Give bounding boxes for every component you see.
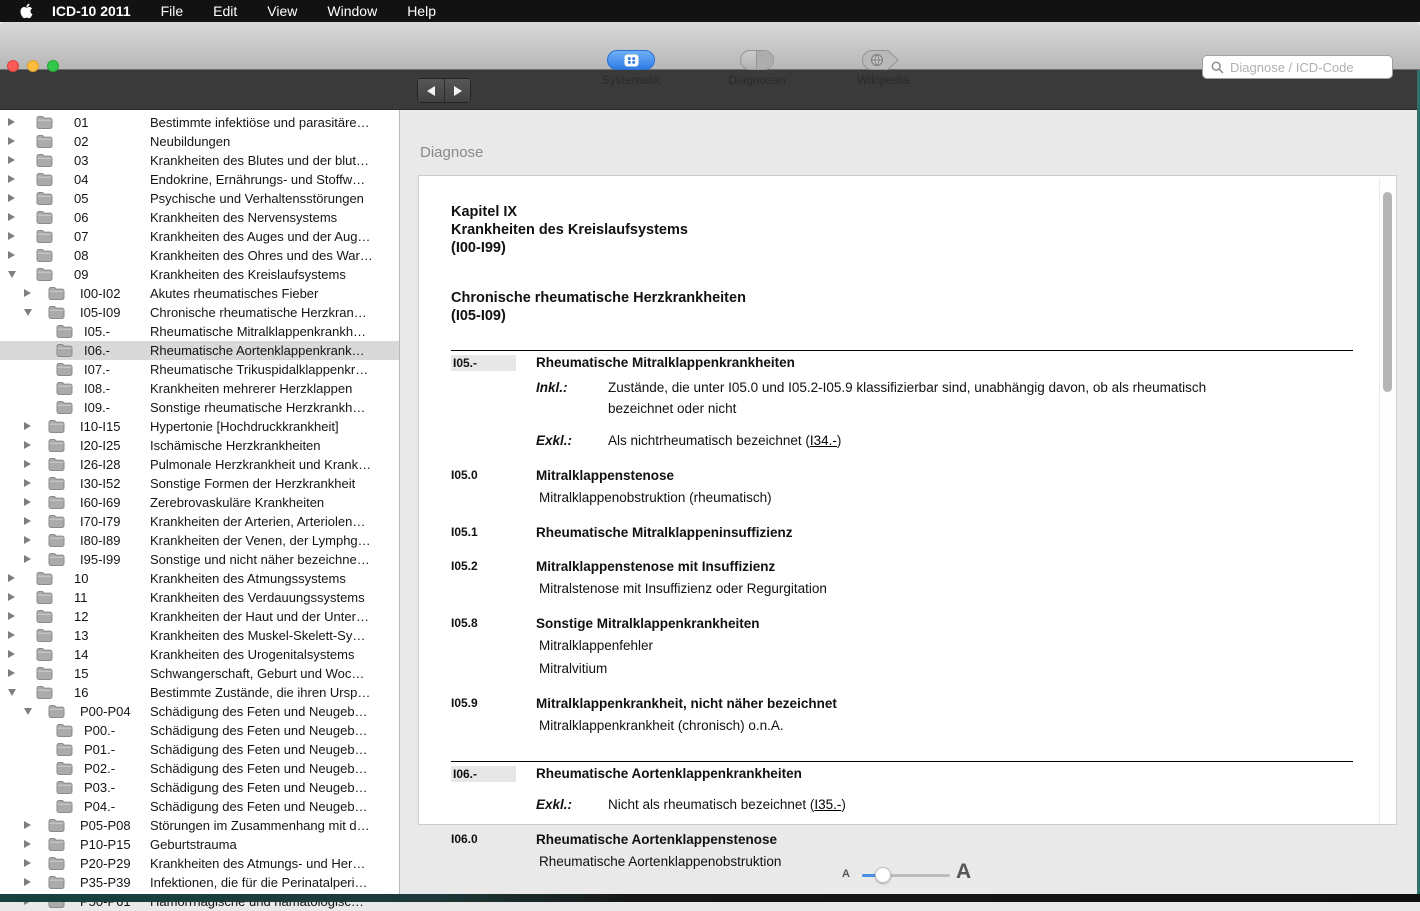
folder-icon <box>48 306 65 322</box>
tree-row-07[interactable] <box>0 227 399 246</box>
entry-code: I05.2 <box>451 559 478 573</box>
chevron-right-icon[interactable] <box>24 479 31 487</box>
tree-row-p10-p15[interactable] <box>0 835 399 854</box>
menu-bar <box>0 0 1420 22</box>
section-title: Rheumatische Aortenklappenkrankheiten <box>536 766 802 781</box>
folder-icon <box>48 534 65 550</box>
diagnosis-document-panel <box>418 175 1397 869</box>
tree-label: Störungen im Zusammenhang mit d… <box>150 818 370 833</box>
tree-row-p20-p29[interactable] <box>0 854 399 873</box>
entry-synonym: Mitralvitium <box>539 661 608 676</box>
search-icon <box>1211 61 1224 74</box>
tree-label: Sonstige rheumatische Herzkrankh… <box>150 400 366 415</box>
chevron-right-icon[interactable] <box>8 669 15 677</box>
folder-icon <box>36 173 53 189</box>
entry-title: Rheumatische Aortenklappenstenose <box>536 832 778 847</box>
entry-code: I05.8 <box>451 616 478 630</box>
chevron-right-icon[interactable] <box>24 517 31 525</box>
tree-row-i20-i25[interactable] <box>0 436 399 455</box>
toolbar-segment-diagnosen[interactable] <box>711 50 803 87</box>
code-entry-i05-1 <box>451 524 1355 542</box>
entry-code: I05.1 <box>451 525 478 539</box>
globe-tag-icon <box>862 50 904 70</box>
folder-icon <box>48 553 65 569</box>
tree-row-p00-p04[interactable] <box>0 702 399 721</box>
tree-label: Neubildungen <box>150 134 231 149</box>
chevron-right-icon[interactable] <box>8 175 15 183</box>
tree-code: I05-I09 <box>80 305 121 320</box>
note-exkl: Exkl.: Nicht als rheumatisch bezeichnet (I35.-) <box>451 794 1355 815</box>
tree-code: I80-I89 <box>80 533 121 548</box>
tree-label: Schwangerschaft, Geburt und Woc… <box>150 666 365 681</box>
folder-icon <box>56 781 73 797</box>
tree-row-02[interactable] <box>0 132 399 151</box>
folder-icon <box>56 762 73 778</box>
chevron-right-icon[interactable] <box>24 536 31 544</box>
entry-title: Rheumatische Mitralklappeninsuffizienz <box>536 525 793 540</box>
entry-synonym: Rheumatische Aortenklappenobstruktion <box>539 854 782 869</box>
tree-code: 11 <box>74 590 88 605</box>
folder-icon <box>36 249 53 265</box>
tree-row-08[interactable] <box>0 246 399 265</box>
tree-label: Schädigung des Feten und Neugeb… <box>150 799 368 814</box>
tree-label: Zerebrovaskuläre Krankheiten <box>150 495 325 510</box>
tree-row-i05-i09[interactable] <box>0 303 399 322</box>
chevron-right-icon[interactable] <box>8 593 15 601</box>
slider-track[interactable] <box>862 874 950 877</box>
chevron-right-icon[interactable] <box>8 156 15 164</box>
entry-title: Mitralklappenkrankheit, nicht näher bezeichnet <box>536 696 837 711</box>
slider-knob[interactable] <box>875 867 891 883</box>
tree-code: P00-P04 <box>80 704 131 719</box>
tree-code: I05.- <box>84 324 111 339</box>
tree-code: I20-I25 <box>80 438 121 453</box>
tree-label: Krankheiten des Kreislaufsystems <box>150 267 346 282</box>
tree-code: I10-I15 <box>80 419 121 434</box>
menu-items <box>131 3 436 19</box>
folder-icon <box>48 876 65 892</box>
note-label: Exkl.: <box>536 797 573 812</box>
folder-icon <box>36 154 53 170</box>
note-label: Inkl.: <box>536 380 568 395</box>
code-entry-i05-0 <box>451 467 1355 485</box>
document-scrollbar[interactable] <box>1379 178 1394 824</box>
tree-code: I08.- <box>84 381 111 396</box>
code-entry-i05-9 <box>451 695 1355 713</box>
folder-icon <box>56 800 73 816</box>
entry-code: I05.0 <box>451 468 478 482</box>
chevron-right-icon[interactable] <box>24 498 31 506</box>
folder-icon <box>48 515 65 531</box>
chevron-right-icon[interactable] <box>8 650 15 658</box>
content-section-title: Diagnose <box>420 144 484 161</box>
tree-row-i06-[interactable] <box>0 341 399 360</box>
tree-row-03[interactable] <box>0 151 399 170</box>
menu-item-file[interactable]: File <box>160 3 184 19</box>
folder-icon <box>36 610 53 626</box>
back-icon <box>427 86 435 96</box>
tree-row-12[interactable] <box>0 607 399 626</box>
tree-code: 05 <box>74 191 89 206</box>
search-field[interactable] <box>1202 55 1393 79</box>
toolbar-segment-systematik[interactable] <box>585 50 677 87</box>
folder-icon <box>48 496 65 512</box>
tree-row-i26-i28[interactable] <box>0 455 399 474</box>
section-code: I06.- <box>451 766 516 782</box>
tree-label: Schädigung des Feten und Neugeb… <box>150 704 368 719</box>
folder-icon <box>36 648 53 664</box>
font-large-label: A <box>956 860 972 883</box>
tree-label: Akutes rheumatisches Fieber <box>150 286 319 301</box>
font-size-slider <box>838 858 978 894</box>
tree-code: 04 <box>74 172 89 187</box>
folder-icon <box>36 135 53 151</box>
code-entry-i05-2 <box>451 558 1355 576</box>
entry-title: Sonstige Mitralklappenkrankheiten <box>536 616 760 631</box>
chevron-right-icon[interactable] <box>8 213 15 221</box>
tree-code: I09.- <box>84 400 111 415</box>
classification-tree <box>0 110 400 894</box>
section-head <box>451 354 1355 372</box>
chevron-right-icon[interactable] <box>8 194 15 202</box>
tree-row-13[interactable] <box>0 626 399 645</box>
chevron-right-icon[interactable] <box>24 821 31 829</box>
tree-row-i95-i99[interactable] <box>0 550 399 569</box>
group-heading: Chronische rheumatische Herzkrankheiten (I05-I09) <box>451 290 746 324</box>
folder-icon <box>36 667 53 683</box>
tree-label: Krankheiten der Arterien, Arteriolen… <box>150 514 366 529</box>
font-small-label: A <box>842 868 850 880</box>
segment-label: Systematik <box>601 73 661 87</box>
tree-code: 08 <box>74 248 89 263</box>
entry-title: Mitralklappenstenose mit Insuffizienz <box>536 559 776 574</box>
chevron-right-icon[interactable] <box>24 840 31 848</box>
section-divider <box>451 350 1353 351</box>
search-input[interactable] <box>1230 60 1384 75</box>
entry-code: I06.0 <box>451 832 478 846</box>
tree-code: 06 <box>74 210 89 225</box>
tree-code: 07 <box>74 229 89 244</box>
note-label: Exkl.: <box>536 433 573 448</box>
chevron-down-icon[interactable] <box>24 309 32 316</box>
tree-label: Schädigung des Feten und Neugeb… <box>150 742 368 757</box>
toggle-icon <box>740 50 774 70</box>
chapter-heading: Kapitel IX Krankheiten des Kreislaufsystems (I00-I99) <box>451 204 688 256</box>
chevron-right-icon[interactable] <box>8 631 15 639</box>
folder-icon <box>48 420 65 436</box>
tree-label: Krankheiten des Verdauungssystems <box>150 590 365 605</box>
tree-label: Krankheiten des Ohres und des War… <box>150 248 373 263</box>
chevron-right-icon[interactable] <box>8 612 15 620</box>
tree-label: Krankheiten des Blutes und der blut… <box>150 153 369 168</box>
chevron-right-icon[interactable] <box>8 137 15 145</box>
tree-code: P10-P15 <box>80 837 131 852</box>
tree-label: Rheumatische Mitralklappenkrankh… <box>150 324 367 339</box>
document-body <box>451 176 1355 872</box>
tree-row-11[interactable] <box>0 588 399 607</box>
tree-row-p05-p08[interactable] <box>0 816 399 835</box>
folder-icon <box>48 819 65 835</box>
close-window-button[interactable] <box>7 60 19 72</box>
section-divider <box>451 761 1353 762</box>
tree-label: Sonstige und nicht näher bezeichne… <box>150 552 370 567</box>
tree-row-09[interactable] <box>0 265 399 284</box>
tree-code: 01 <box>74 115 89 130</box>
tree-row-i60-i69[interactable] <box>0 493 399 512</box>
view-mode-segments <box>585 50 929 87</box>
tree-row-i07-[interactable] <box>0 360 399 379</box>
background-window-bottom <box>0 894 1420 902</box>
back-button[interactable] <box>418 79 444 102</box>
tree-row-16[interactable] <box>0 683 399 702</box>
tree-label: Geburtstrauma <box>150 837 237 852</box>
tree-label: Bestimmte infektiöse und parasitäre… <box>150 115 370 130</box>
section-title: Rheumatische Mitralklappenkrankheiten <box>536 355 795 370</box>
tree-label: Rheumatische Trikuspidalklappenkr… <box>150 362 369 377</box>
tree-code: 12 <box>74 609 89 624</box>
app-name[interactable]: ICD-10 2011 <box>52 3 131 19</box>
tree-code: P00.- <box>84 723 116 738</box>
forward-button[interactable] <box>444 79 470 102</box>
tree-code: P20-P29 <box>80 856 131 871</box>
tree-label: Ischämische Herzkrankheiten <box>150 438 321 453</box>
chevron-right-icon[interactable] <box>24 441 31 449</box>
tree-label: Krankheiten der Venen, der Lymphg… <box>150 533 371 548</box>
tree-row-p01-[interactable] <box>0 740 399 759</box>
tree-code: 09 <box>74 267 89 282</box>
folder-icon <box>48 458 65 474</box>
tree-code: 02 <box>74 134 89 149</box>
tree-row-01[interactable] <box>0 113 399 132</box>
tree-label: Endokrine, Ernährungs- und Stoffw… <box>150 172 366 187</box>
chevron-right-icon[interactable] <box>8 251 15 259</box>
tree-label: Krankheiten der Haut und der Unter… <box>150 609 369 624</box>
tree-code: I95-I99 <box>80 552 121 567</box>
tree-code: I30-I52 <box>80 476 121 491</box>
chevron-right-icon[interactable] <box>8 574 15 582</box>
tree-code: 14 <box>74 647 89 662</box>
window-toolbar <box>0 22 1420 87</box>
folder-icon <box>56 382 73 398</box>
menu-item-view[interactable]: View <box>267 3 298 19</box>
tree-label: Krankheiten des Urogenitalsystems <box>150 647 355 662</box>
tree-code: P02.- <box>84 761 116 776</box>
tree-code: 15 <box>74 666 89 681</box>
entry-synonym: Mitralstenose mit Insuffizienz oder Regurgitation <box>539 581 827 596</box>
folder-icon <box>48 287 65 303</box>
chevron-right-icon[interactable] <box>24 422 31 430</box>
folder-icon <box>56 401 73 417</box>
tree-label: Schädigung des Feten und Neugeb… <box>150 761 368 776</box>
minimize-window-button[interactable] <box>27 60 39 72</box>
note-exkl: Exkl.: Als nichtrheumatisch bezeichnet (I34.-) <box>451 430 1355 451</box>
entry-synonym: Mitralklappenobstruktion (rheumatisch) <box>539 490 772 505</box>
tree-code: 03 <box>74 153 89 168</box>
tree-row-06[interactable] <box>0 208 399 227</box>
code-link-i35-[interactable]: I35.- <box>814 797 842 812</box>
folder-icon <box>48 838 65 854</box>
tree-label: Rheumatische Aortenklappenkrank… <box>150 343 365 358</box>
section-head <box>451 765 1355 783</box>
tree-row-p00-[interactable] <box>0 721 399 740</box>
tree-label: Infektionen, die für die Perinatalperi… <box>150 875 368 890</box>
tree-code: 16 <box>74 685 89 700</box>
chevron-down-icon[interactable] <box>24 708 32 715</box>
tree-row-i09-[interactable] <box>0 398 399 417</box>
tree-row-10[interactable] <box>0 569 399 588</box>
folder-icon <box>36 572 53 588</box>
folder-icon <box>36 268 53 284</box>
tree-row-p35-p39[interactable] <box>0 873 399 892</box>
tree-code: P03.- <box>84 780 116 795</box>
tree-label: Krankheiten des Muskel-Skelett-Sy… <box>150 628 366 643</box>
tree-row-i08-[interactable] <box>0 379 399 398</box>
folder-icon <box>36 591 53 607</box>
tree-code: I06.- <box>84 343 111 358</box>
toolbar-segment-wikipedia[interactable] <box>837 50 929 87</box>
tree-label: Schädigung des Feten und Neugeb… <box>150 723 368 738</box>
tree-row-i70-i79[interactable] <box>0 512 399 531</box>
window-controls <box>7 60 59 72</box>
tree-row-i80-i89[interactable] <box>0 531 399 550</box>
folder-icon <box>48 439 65 455</box>
menu-item-edit[interactable]: Edit <box>213 3 238 19</box>
tree-code: I60-I69 <box>80 495 121 510</box>
tree-label: Chronische rheumatische Herzkran… <box>150 305 367 320</box>
tree-label: Schädigung des Feten und Neugeb… <box>150 780 368 795</box>
folder-icon <box>36 116 53 132</box>
chevron-right-icon[interactable] <box>24 555 31 563</box>
tree-label: Hypertonie [Hochdruckkrankheit] <box>150 419 339 434</box>
tree-code: P05-P08 <box>80 818 131 833</box>
tree-code: P35-P39 <box>80 875 131 890</box>
tree-label: Sonstige Formen der Herzkrankheit <box>150 476 356 491</box>
chevron-right-icon[interactable] <box>24 289 31 297</box>
folder-icon <box>36 230 53 246</box>
tree-label: Krankheiten des Atmungssystems <box>150 571 346 586</box>
tree-label: Pulmonale Herzkrankheit und Krank… <box>150 457 372 472</box>
grid-icon <box>607 50 655 70</box>
tree-row-04[interactable] <box>0 170 399 189</box>
tree-code: 13 <box>74 628 89 643</box>
tree-row-05[interactable] <box>0 189 399 208</box>
section-code: I05.- <box>451 355 516 371</box>
tree-code: I07.- <box>84 362 111 377</box>
menu-item-window[interactable]: Window <box>327 3 378 19</box>
zoom-window-button[interactable] <box>47 60 59 72</box>
entry-title: Mitralklappenstenose <box>536 468 675 483</box>
folder-icon <box>48 477 65 493</box>
tree-code: I00-I02 <box>80 286 121 301</box>
tree-label: Bestimmte Zustände, die ihren Ursp… <box>150 685 371 700</box>
tree-row-15[interactable] <box>0 664 399 683</box>
segment-label: Diagnosen <box>728 73 786 87</box>
scrollbar-thumb[interactable] <box>1383 192 1392 392</box>
note-inkl: Inkl.: Zustände, die unter I05.0 und I05.2-I05.9 klassifizierbar sind, unabhängig davon, ob als rheumatisch bezeichnet oder nicht <box>451 377 1355 419</box>
tree-row-i30-i52[interactable] <box>0 474 399 493</box>
folder-icon <box>36 686 53 702</box>
tree-row-p04-[interactable] <box>0 797 399 816</box>
menu-item-help[interactable]: Help <box>407 3 436 19</box>
folder-icon <box>48 857 65 873</box>
tree-label: Krankheiten des Atmungs- und Her… <box>150 856 366 871</box>
folder-icon <box>56 363 73 379</box>
tree-row-i05-[interactable] <box>0 322 399 341</box>
folder-icon <box>36 211 53 227</box>
folder-icon <box>48 705 65 721</box>
tree-row-p02-[interactable] <box>0 759 399 778</box>
code-entry-i05-8 <box>451 615 1355 633</box>
entry-synonym: Mitralklappenfehler <box>539 638 654 653</box>
tree-label: Psychische und Verhaltensstörungen <box>150 191 364 206</box>
entry-code: I05.9 <box>451 696 478 710</box>
history-nav <box>417 78 471 103</box>
tree-row-i00-i02[interactable] <box>0 284 399 303</box>
tree-label: Krankheiten des Auges und der Aug… <box>150 229 371 244</box>
tree-row-14[interactable] <box>0 645 399 664</box>
folder-icon <box>56 344 73 360</box>
code-link-i34-[interactable]: I34.- <box>809 433 837 448</box>
chevron-right-icon[interactable] <box>8 232 15 240</box>
tree-code: I70-I79 <box>80 514 121 529</box>
folder-icon <box>56 325 73 341</box>
folder-icon <box>36 192 53 208</box>
tree-code: P01.- <box>84 742 116 757</box>
tree-code: P04.- <box>84 799 116 814</box>
chevron-right-icon[interactable] <box>24 878 31 886</box>
tree-row-i10-i15[interactable] <box>0 417 399 436</box>
tree-code: I26-I28 <box>80 457 121 472</box>
folder-icon <box>56 743 73 759</box>
tree-label: Krankheiten des Nervensystems <box>150 210 338 225</box>
tree-label: Krankheiten mehrerer Herzklappen <box>150 381 353 396</box>
chevron-right-icon[interactable] <box>24 859 31 867</box>
apple-menu-icon[interactable] <box>20 3 35 19</box>
entry-synonym: Mitralklappenkrankheit (chronisch) o.n.A. <box>539 718 784 733</box>
forward-icon <box>454 86 462 96</box>
chevron-right-icon[interactable] <box>8 118 15 126</box>
code-entry-i06-0 <box>451 831 1355 849</box>
chevron-right-icon[interactable] <box>24 460 31 468</box>
folder-icon <box>56 724 73 740</box>
segment-label: Wikipedia <box>856 73 910 87</box>
folder-icon <box>36 629 53 645</box>
chevron-down-icon[interactable] <box>8 689 16 696</box>
tree-row-p03-[interactable] <box>0 778 399 797</box>
tree-code: 10 <box>74 571 89 586</box>
chevron-down-icon[interactable] <box>8 271 16 278</box>
